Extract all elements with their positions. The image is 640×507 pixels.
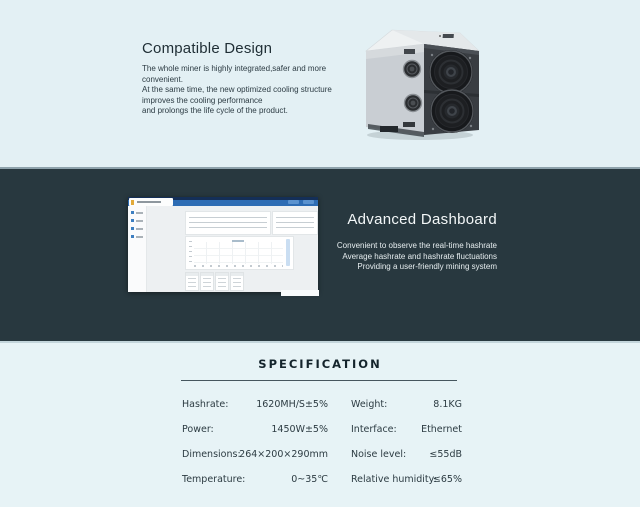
section-specification <box>0 343 640 507</box>
menu-icon <box>131 219 134 222</box>
miner-product-image <box>358 18 488 143</box>
table-header <box>201 273 213 276</box>
body-line: improves the cooling performance <box>142 95 263 105</box>
spec-label: Weight: <box>351 399 388 410</box>
menu-label <box>136 220 143 222</box>
sidebar-menu-item <box>131 211 143 214</box>
menu-label <box>136 236 143 238</box>
spec-value: 8.1KG <box>433 399 462 410</box>
dashboard-footer-strip <box>281 290 319 296</box>
front-fan-icon <box>429 50 473 94</box>
panel-rows <box>189 215 267 232</box>
menu-icon <box>131 227 134 230</box>
side-fan-icon <box>404 61 421 78</box>
menu-label <box>136 212 143 214</box>
advanced-dashboard-text <box>267 211 497 273</box>
section-body <box>142 64 357 117</box>
sidebar-menu-item <box>131 227 143 230</box>
specification-title: SPECIFICATION <box>258 357 382 371</box>
spec-label: Power: <box>182 424 214 435</box>
spec-label: Noise level: <box>351 449 407 460</box>
spec-row <box>0 424 640 436</box>
spec-value: 264×200×290mm <box>239 449 328 460</box>
body-line: Average hashrate and hashrate fluctuations <box>342 251 497 261</box>
dashboard-stats-panel <box>185 211 271 235</box>
table-header <box>231 273 243 276</box>
spec-label: Hashrate: <box>182 399 229 410</box>
spec-value: Ethernet <box>421 424 462 435</box>
spec-label: Temperature: <box>182 474 246 485</box>
sidebar-menu-item <box>131 219 143 222</box>
body-line: and prolongs the life cycle of the product. <box>142 106 288 115</box>
menu-label <box>136 228 143 230</box>
body-line: At the same time, the new optimized cooling structure <box>142 85 332 94</box>
spec-label: Interface: <box>351 424 397 435</box>
menu-icon <box>131 235 134 238</box>
table-rows <box>188 278 196 288</box>
side-fan-icon <box>405 95 422 112</box>
chart-legend <box>232 240 244 242</box>
section-compatible-design <box>0 0 640 167</box>
section-title: Compatible Design <box>142 40 273 57</box>
chart-y-axis <box>189 241 192 264</box>
section-title: Advanced Dashboard <box>347 211 497 228</box>
body-line: Convenient to observe the real-time hashrate <box>336 241 497 250</box>
menu-icon <box>131 211 134 214</box>
spec-value: 1620MH/S±5% <box>256 399 328 410</box>
spec-value: ≤65% <box>432 474 462 485</box>
front-fan-icon <box>430 89 474 133</box>
table-header <box>186 273 198 276</box>
section-body <box>267 241 497 273</box>
logo-text <box>137 201 161 203</box>
body-line: Providing a user-friendly mining system <box>357 262 497 271</box>
dashboard-mini-table <box>215 272 229 291</box>
title-underline <box>181 380 457 381</box>
spec-value: ≤55dB <box>429 449 462 460</box>
table-rows <box>218 278 226 288</box>
dashboard-mini-table <box>200 272 214 291</box>
dashboard-mini-table <box>185 272 199 291</box>
dashboard-header-button <box>303 200 314 204</box>
dashboard-header-button <box>288 200 299 204</box>
body-line: convenient. <box>142 74 183 84</box>
spec-label: Relative humidity: <box>351 474 437 485</box>
body-line: The whole miner is highly integrated,safer and more <box>142 64 327 73</box>
dashboard-mini-table <box>230 272 244 291</box>
spec-label: Dimensions: <box>182 449 241 460</box>
spec-value: 0~35℃ <box>291 474 328 485</box>
sidebar-menu-item <box>131 235 143 238</box>
spec-value: 1450W±5% <box>271 424 328 435</box>
dashboard-sidebar <box>128 206 147 292</box>
table-rows <box>203 278 211 288</box>
table-header <box>216 273 228 276</box>
dashboard-logo <box>129 198 173 206</box>
spec-row <box>0 399 640 411</box>
table-rows <box>233 278 241 288</box>
spec-row <box>0 449 640 461</box>
spec-row <box>0 474 640 486</box>
logo-mark-icon <box>131 200 134 205</box>
